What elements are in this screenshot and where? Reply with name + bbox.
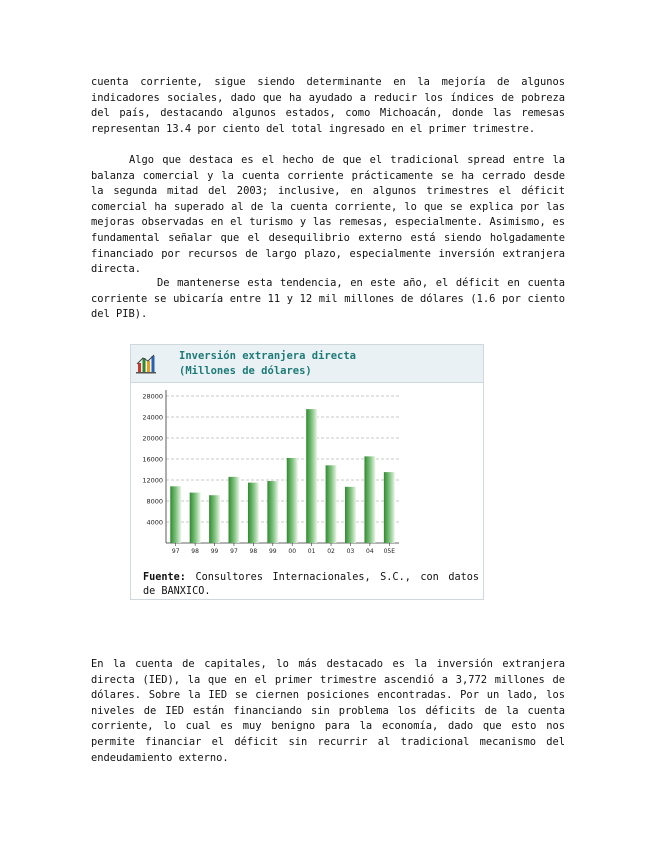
fdi-bar-chart [131,383,483,569]
figure-title [179,349,356,379]
y-tick-label: 24000 [142,413,163,422]
bar [306,409,317,543]
source-label: Fuente: [143,572,186,583]
bar [209,495,220,543]
bar [345,487,356,543]
y-tick-label: 28000 [142,392,163,401]
x-tick-label: 00 [288,548,297,555]
bar [384,472,395,543]
paragraph-1: cuenta corriente, sigue siendo determinante en la mejoría de algunos indicadores sociales, dado que ha ayudado a reducir los índices de pobreza del país, destacando algunos estados, como Michoacán, donde las remesas representan 13.4 por ciento del total ingresado en el primer trimestre. [91,76,565,135]
paragraph-3: De mantenerse esta tendencia, en este año, el déficit en cuenta corriente se ubicaría entre 11 y 12 mil millones de dólares (1.6 por ciento del PIB). [91,277,565,321]
bar [229,477,240,543]
x-tick-label: 97 [230,548,238,555]
x-tick-label: 99 [268,548,277,555]
figure-source [143,571,479,599]
x-tick-label: 04 [366,548,374,555]
x-tick-label: 03 [346,548,355,555]
x-tick-label: 98 [191,548,199,555]
figure-title-line2: (Millones de dólares) [179,365,312,377]
y-tick-label: 4000 [146,518,163,527]
x-tick-label: 97 [171,548,180,555]
paragraph-4: En la cuenta de capitales, lo más destacado es la inversión extranjera directa (IED), la que en el primer trimestre ascendió a 3,772 millones de dólares. Sobre la IED se ciernen posiciones encontradas. Por un lado, los niveles de IED están financiando sin problema los déficits de la cuenta corriente, lo cual es muy benigno para la economía, dado que esto nos permite financiar el déficit sin recurrir al tradicional mecanismo del endeudamiento externo. [91,658,565,764]
x-tick-label: 05E [383,548,396,555]
source-text: Consultores Internacionales, S.C., con datos de BANXICO. [143,572,479,597]
x-tick-label: 01 [307,548,316,555]
bar [287,458,298,543]
bar [170,486,181,543]
x-tick-label: 99 [210,548,219,555]
y-tick-label: 8000 [146,497,163,506]
bar [248,483,259,543]
bar [267,481,278,543]
y-tick-label: 12000 [142,476,163,485]
bar [364,456,375,543]
bar [326,465,337,543]
y-tick-label: 16000 [142,455,163,464]
x-tick-label: 02 [327,548,335,555]
figure-title-line1: Inversión extranjera directa [179,350,357,362]
bar [190,493,201,543]
bar-chart-icon [135,352,157,374]
y-tick-label: 20000 [142,434,163,443]
fdi-figure [130,344,484,600]
figure-header [131,345,483,383]
paragraph-2: Algo que destaca es el hecho de que el tradicional spread entre la balanza comercial y la cuenta corriente prácticamente se ha cerrado desde la segunda mitad del 2003; inclusive, en algunos trimestres el déficit comercial ha superado al de la cuenta corriente, lo que se explica por las mejoras observadas en el turismo y las remesas, especialmente. Asimismo, es fundamental señalar que el desequilibrio externo está siendo holgadamente financiado por recursos de largo plazo, especialmente inversión extranjera directa. [91,154,565,276]
x-tick-label: 98 [249,548,258,555]
